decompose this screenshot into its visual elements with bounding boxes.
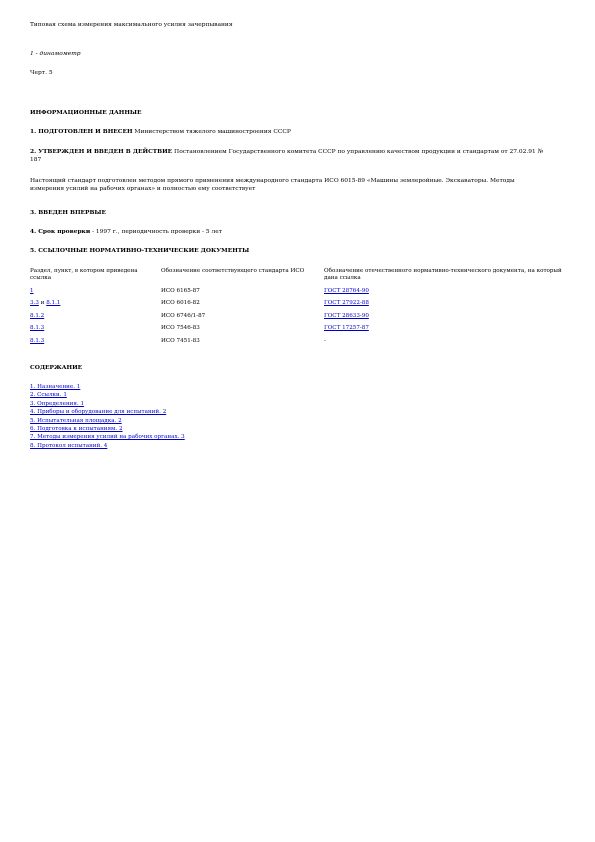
toc-link[interactable]: 6. Подготовка к испытаниям. 2 [30, 426, 123, 433]
info-item-1-lead: 1. ПОДГОТОВЛЕН И ВНЕСЕН [30, 128, 133, 135]
iso-cell: ИСО 6746/1-87 [161, 312, 206, 319]
section-link[interactable]: 1 [30, 288, 34, 294]
info-item-3: 3. ВВЕДЕН ВПЕРВЫЕ [30, 209, 107, 216]
info-item-2 [30, 148, 550, 164]
toc-link[interactable]: 1. Назначение. 1 [30, 384, 81, 390]
table-row [30, 325, 570, 337]
header-section: Раздел, пункт, в котором приведена ссылка [30, 268, 138, 281]
gost-link[interactable]: ГОСТ 17257-87 [324, 325, 369, 332]
table-row [30, 288, 570, 300]
toc-link[interactable]: 2. Ссылки. 1 [30, 392, 67, 399]
info-item-2-text: Постановлением Государственного комитета СССР по управлению качеством продукции и стандартам от 27.02.91 № 187 [30, 149, 544, 163]
toc-link[interactable]: 7. Методы измерения усилий на рабочих органах. 3 [30, 434, 185, 441]
info-item-1 [30, 128, 291, 137]
section-link[interactable]: 8.1.2 [30, 312, 45, 319]
section-link[interactable]: 8.1.3 [30, 337, 45, 344]
table-row [30, 313, 570, 325]
toc-link[interactable]: 4. Приборы и оборудование для испытаний. 2 [30, 409, 167, 416]
table-of-contents [30, 383, 185, 450]
info-heading: ИНФОРМАЦИОННЫЕ ДАННЫЕ [30, 109, 142, 116]
gost-link[interactable]: ГОСТ 27922-88 [324, 300, 369, 307]
iso-cell: ИСО 7451-83 [161, 337, 200, 344]
figure-title: Типовая схема измерения максимального усилия зачерпывания [30, 22, 233, 28]
info-item-4-lead: 4. Срок проверки [30, 228, 91, 235]
table-row [30, 338, 570, 350]
section-link[interactable]: 8.1.3 [30, 325, 45, 332]
section-joiner: и [38, 300, 47, 307]
info-item-4-text: - 1997 г., периодичность проверки - 5 лет [90, 229, 222, 235]
section-link[interactable]: 3.3 [30, 300, 39, 307]
gost-link[interactable]: ГОСТ 28633-90 [324, 312, 369, 319]
header-iso: Обозначение соответствующего стандарта ИСО [161, 268, 305, 274]
iso-cell: ИСО 6016-82 [161, 300, 200, 307]
header-gost: Обозначение отечественного нормативно-технического документа, на который дана ссылка [324, 268, 562, 281]
toc-link[interactable]: 3. Определения. 1 [30, 400, 85, 407]
iso-cell: ИСО 7546-83 [161, 325, 200, 332]
toc-heading: СОДЕРЖАНИЕ [30, 364, 83, 371]
toc-link[interactable]: 5. Испытательная площадка. 2 [30, 417, 122, 424]
references-table [30, 268, 570, 350]
section-link[interactable]: 8.1.1 [46, 300, 61, 307]
figure-legend: 1 - динамометр [30, 51, 81, 57]
info-item-2-lead: 2. УТВЕРЖДЕН И ВВЕДЕН В ДЕЙСТВИЕ [30, 148, 173, 155]
figure-label: Черт. 5 [30, 70, 53, 76]
references-header-row [30, 268, 570, 288]
table-row [30, 300, 570, 312]
info-item-1-text: Министерством тяжелого машиностроения СССР [132, 129, 291, 135]
info-item-5: 5. ССЫЛОЧНЫЕ НОРМАТИВНО-ТЕХНИЧЕСКИЕ ДОКУМЕНТЫ [30, 247, 250, 254]
toc-link[interactable]: 8. Протокол испытаний. 4 [30, 442, 108, 449]
gost-link[interactable]: ГОСТ 28764-90 [324, 288, 369, 294]
iso-cell: ИСО 6165-87 [161, 288, 200, 294]
info-note: Настоящий стандарт подготовлен методом прямого применения международного стандарта ИСО 6015-89 «Машины землеройные. Экскаваторы. Методы измерения усилий на рабочих органах» и полностью ему соответствует [30, 178, 515, 192]
info-item-4 [30, 228, 222, 237]
gost-cell: - [324, 337, 326, 344]
